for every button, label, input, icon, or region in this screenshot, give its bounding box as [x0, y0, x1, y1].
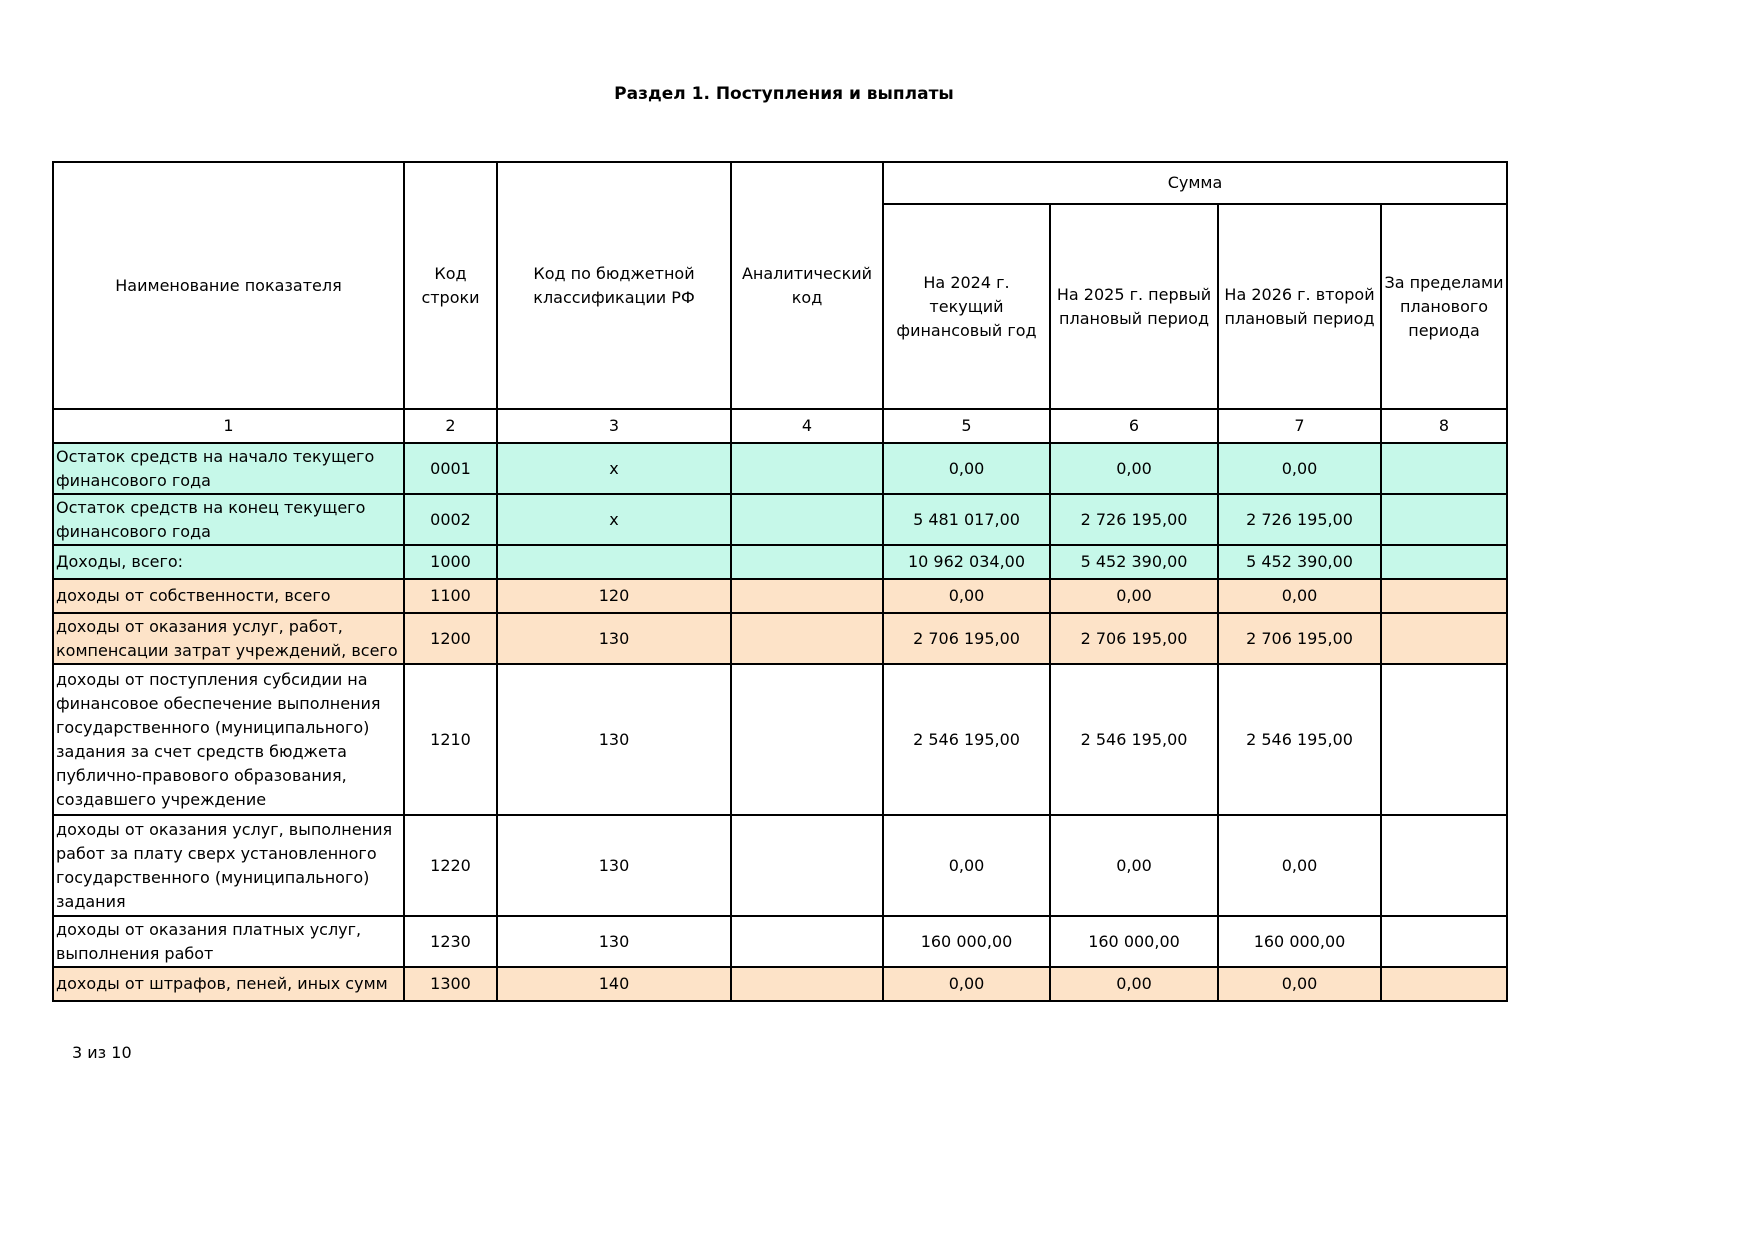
page-title: Раздел 1. Поступления и выплаты [614, 84, 954, 104]
row-code: 1210 [404, 664, 497, 815]
row-budget-code: 130 [497, 613, 731, 664]
column-number: 4 [731, 409, 883, 443]
row-sum-beyond [1381, 613, 1507, 664]
row-sum-2024: 2 546 195,00 [883, 664, 1050, 815]
row-name: Доходы, всего: [53, 545, 404, 579]
row-code: 1220 [404, 815, 497, 916]
table-row [53, 545, 1507, 579]
row-sum-2025: 2 546 195,00 [1050, 664, 1218, 815]
row-budget-code [497, 545, 731, 579]
row-analytic-code [731, 815, 883, 916]
row-sum-beyond [1381, 815, 1507, 916]
row-code: 0001 [404, 443, 497, 494]
header-line-code: Код строки [404, 162, 497, 409]
row-budget-code: x [497, 443, 731, 494]
column-number: 5 [883, 409, 1050, 443]
row-code: 1300 [404, 967, 497, 1001]
row-sum-2025: 5 452 390,00 [1050, 545, 1218, 579]
row-sum-2024: 10 962 034,00 [883, 545, 1050, 579]
column-number: 2 [404, 409, 497, 443]
row-sum-2024: 160 000,00 [883, 916, 1050, 967]
row-code: 1100 [404, 579, 497, 613]
page-number: 3 из 10 [72, 1043, 132, 1062]
column-number: 1 [53, 409, 404, 443]
row-name: Остаток средств на начало текущего финансового года [53, 443, 404, 494]
income-table [52, 161, 1508, 1002]
row-analytic-code [731, 613, 883, 664]
row-sum-beyond [1381, 916, 1507, 967]
row-budget-code: x [497, 494, 731, 545]
row-sum-2025: 160 000,00 [1050, 916, 1218, 967]
row-sum-2026: 0,00 [1218, 579, 1381, 613]
row-sum-2024: 0,00 [883, 967, 1050, 1001]
row-sum-2024: 5 481 017,00 [883, 494, 1050, 545]
header-budget-code: Код по бюджетной классификации РФ [497, 162, 731, 409]
row-name: доходы от штрафов, пеней, иных сумм [53, 967, 404, 1001]
row-sum-2026: 0,00 [1218, 967, 1381, 1001]
row-analytic-code [731, 545, 883, 579]
table-row [53, 613, 1507, 664]
row-budget-code: 130 [497, 916, 731, 967]
row-sum-2026: 5 452 390,00 [1218, 545, 1381, 579]
header-beyond: За пределами планового периода [1381, 204, 1507, 409]
row-sum-2026: 2 726 195,00 [1218, 494, 1381, 545]
row-name: доходы от оказания услуг, работ, компенсации затрат учреждений, всего [53, 613, 404, 664]
table-row [53, 815, 1507, 916]
row-sum-beyond [1381, 443, 1507, 494]
row-name: доходы от оказания платных услуг, выполнения работ [53, 916, 404, 967]
column-number-row [53, 409, 1507, 443]
row-sum-2025: 0,00 [1050, 579, 1218, 613]
row-name: доходы от поступления субсидии на финансовое обеспечение выполнения государственного (муниципального) задания за счет средств бюджета публично-правового образования, создавшего учреждение [53, 664, 404, 815]
table-row [53, 916, 1507, 967]
row-sum-2025: 0,00 [1050, 815, 1218, 916]
row-sum-2025: 2 726 195,00 [1050, 494, 1218, 545]
row-sum-2025: 0,00 [1050, 443, 1218, 494]
row-sum-2026: 0,00 [1218, 443, 1381, 494]
header-2025: На 2025 г. первый плановый период [1050, 204, 1218, 409]
row-sum-beyond [1381, 545, 1507, 579]
column-number: 6 [1050, 409, 1218, 443]
row-sum-2025: 2 706 195,00 [1050, 613, 1218, 664]
row-analytic-code [731, 494, 883, 545]
row-budget-code: 130 [497, 815, 731, 916]
row-code: 1230 [404, 916, 497, 967]
header-name: Наименование показателя [53, 162, 404, 409]
row-sum-2024: 0,00 [883, 815, 1050, 916]
row-sum-2024: 0,00 [883, 443, 1050, 494]
table-row [53, 579, 1507, 613]
row-sum-2026: 0,00 [1218, 815, 1381, 916]
header-2024: На 2024 г. текущий финансовый год [883, 204, 1050, 409]
row-sum-beyond [1381, 494, 1507, 545]
table-row [53, 664, 1507, 815]
row-name: Остаток средств на конец текущего финансового года [53, 494, 404, 545]
row-analytic-code [731, 443, 883, 494]
row-code: 0002 [404, 494, 497, 545]
row-code: 1000 [404, 545, 497, 579]
column-number: 7 [1218, 409, 1381, 443]
row-analytic-code [731, 916, 883, 967]
row-analytic-code [731, 664, 883, 815]
row-analytic-code [731, 579, 883, 613]
row-sum-2026: 2 546 195,00 [1218, 664, 1381, 815]
row-sum-2026: 160 000,00 [1218, 916, 1381, 967]
row-sum-2026: 2 706 195,00 [1218, 613, 1381, 664]
row-analytic-code [731, 967, 883, 1001]
row-sum-beyond [1381, 579, 1507, 613]
row-name: доходы от оказания услуг, выполнения работ за плату сверх установленного государственного (муниципального) задания [53, 815, 404, 916]
row-sum-2025: 0,00 [1050, 967, 1218, 1001]
row-budget-code: 120 [497, 579, 731, 613]
column-number: 8 [1381, 409, 1507, 443]
row-budget-code: 140 [497, 967, 731, 1001]
row-sum-2024: 0,00 [883, 579, 1050, 613]
row-sum-beyond [1381, 664, 1507, 815]
header-sum: Сумма [883, 162, 1507, 204]
column-number: 3 [497, 409, 731, 443]
row-sum-beyond [1381, 967, 1507, 1001]
table-row [53, 967, 1507, 1001]
header-2026: На 2026 г. второй плановый период [1218, 204, 1381, 409]
row-budget-code: 130 [497, 664, 731, 815]
table-row [53, 443, 1507, 494]
header-row [53, 162, 1507, 204]
row-sum-2024: 2 706 195,00 [883, 613, 1050, 664]
table-row [53, 494, 1507, 545]
header-analytic-code: Аналитический код [731, 162, 883, 409]
row-code: 1200 [404, 613, 497, 664]
row-name: доходы от собственности, всего [53, 579, 404, 613]
